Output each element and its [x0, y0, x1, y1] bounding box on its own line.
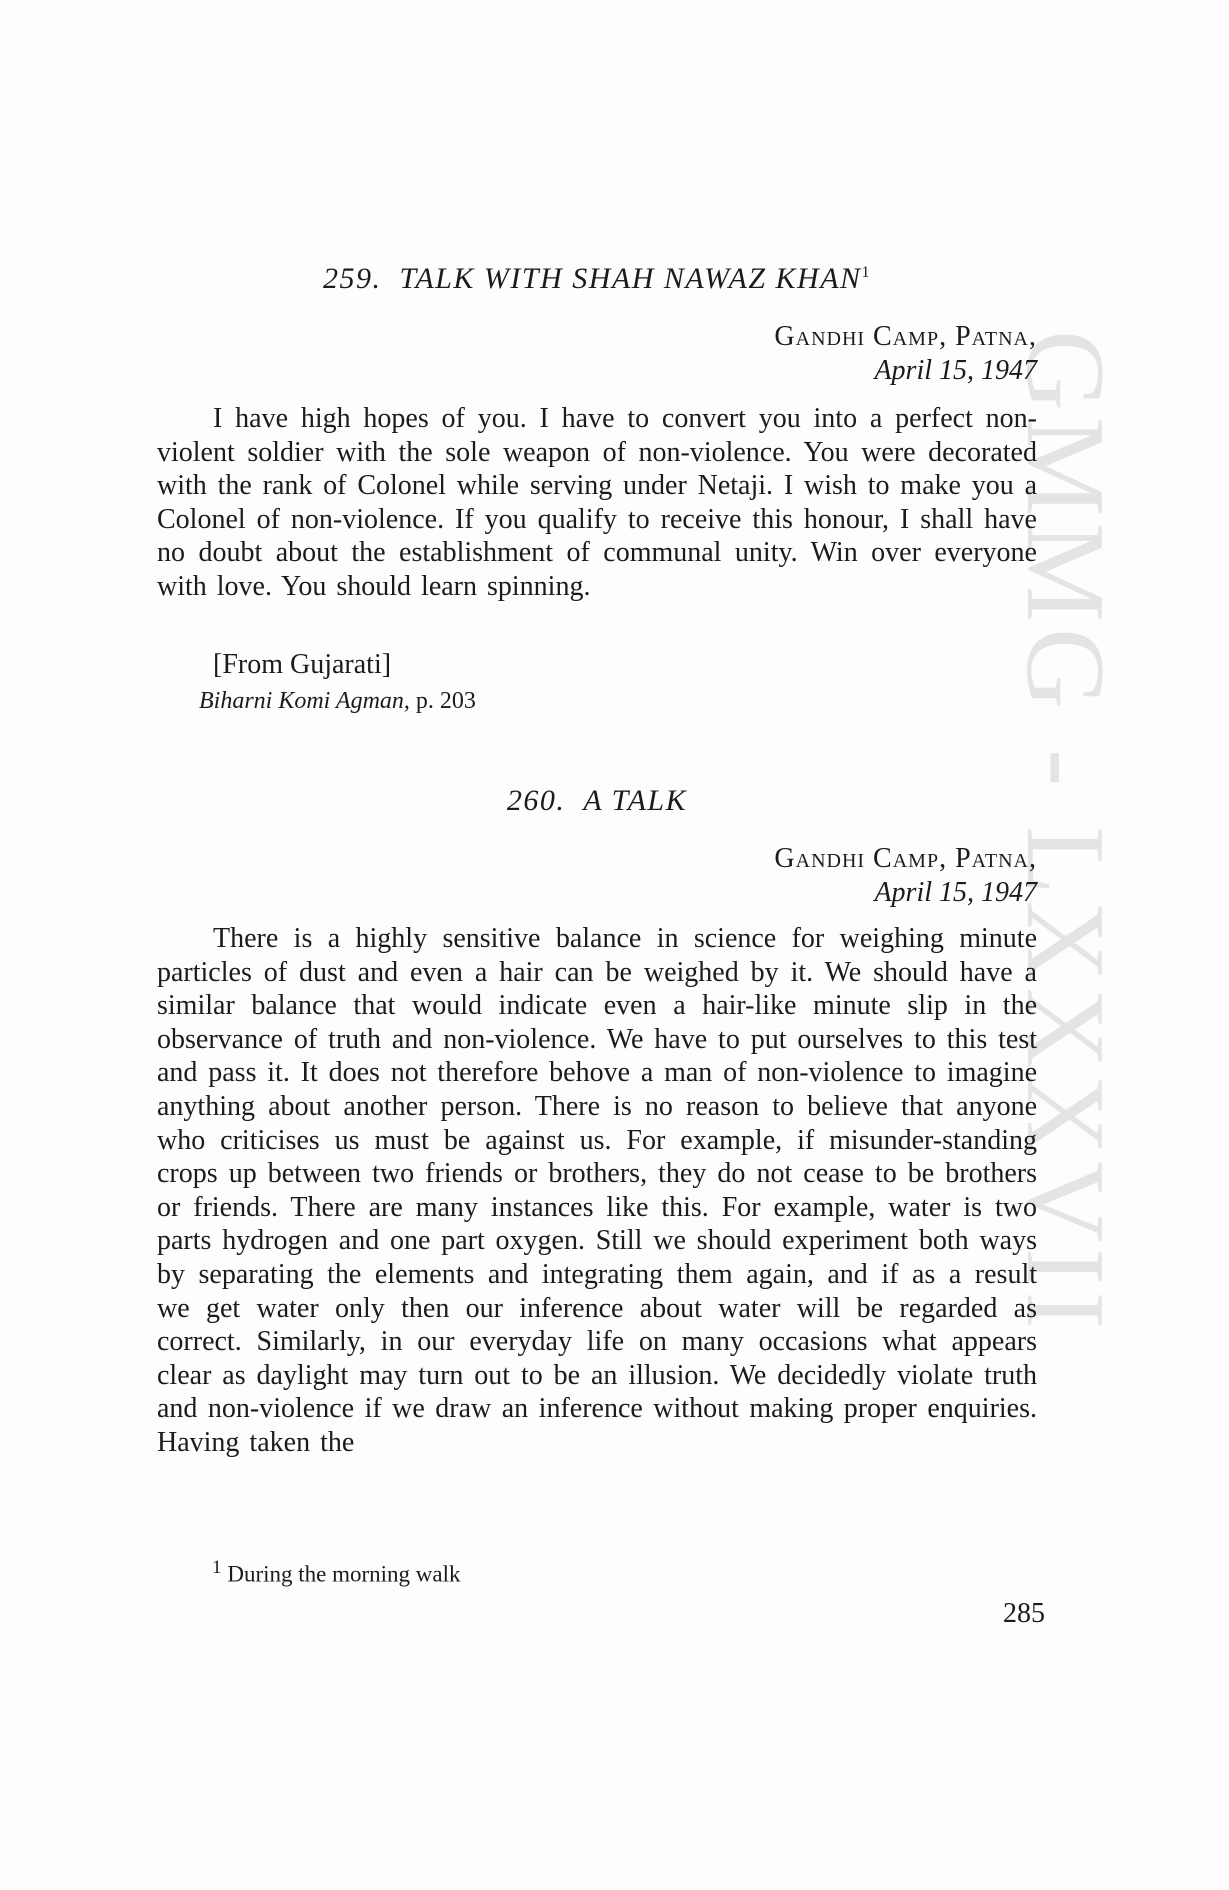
section-title: TALK WITH SHAH NAWAZ KHAN	[399, 262, 862, 295]
section-body	[157, 922, 1037, 1460]
date-line: April 15, 1947	[874, 355, 1037, 386]
body-paragraph: There is a highly sensitive balance in science for weighing minute particles of dust and even a hair can be weighed by it. We should have a similar balance that would indicate even a hair-like minute slip in the observance of truth and non-violence. We have to put ourselves to this test and pass it. It does not therefore behove a man of non-violence to imagine anything about another person. There is no reason to believe that anyone who criticises us must be against us. For example, if misunder-standing crops up between two friends or brothers, they do not cease to be brothers or friends. There are many instances like this. For example, water is two parts hydrogen and one part oxygen. Still we should experiment both ways by separating the elements and integrating them again, and if as a result we get water only then our inference about water will be regarded as correct. Similarly, in our everyday life on many occasions what appears clear as daylight may turn out to be an illusion. We decidedly violate truth and non-violence if we draw an inference without making proper enquiries. Having taken the	[157, 923, 1037, 1458]
source-citation	[199, 686, 1037, 716]
footnote-body: During the morning walk	[227, 1561, 461, 1587]
section-title: A TALK	[583, 784, 688, 817]
language-note: [From Gujarati]	[213, 649, 392, 680]
body-paragraph: I have high hopes of you. I have to convert you into a perfect non-violent soldier with the sole weapon of non-violence. You were decorated with the rank of Colonel while serving under Netaji. I wish to make you a Colonel of non-violence. If you qualify to receive this honour, I shall have no doubt about the establishment of communal unity. Win over everyone with love. You should learn spinning.	[157, 403, 1037, 602]
date-line: April 15, 1947	[874, 877, 1037, 908]
page-number: 285	[1003, 1598, 1045, 1629]
section-heading	[157, 262, 1037, 296]
place-line: Gandhi Camp, Patna,	[774, 321, 1037, 352]
section-259	[157, 262, 1037, 296]
watermark: GMMG - LXXXVII	[1003, 330, 1127, 1335]
dateline	[157, 842, 1037, 910]
dateline	[157, 320, 1037, 388]
place-line: Gandhi Camp, Patna,	[774, 843, 1037, 874]
section-260	[157, 784, 1037, 818]
footnote	[157, 1554, 1037, 1589]
source-block	[157, 648, 1037, 716]
footnote-mark: 1	[861, 264, 872, 281]
footnote-text	[212, 1554, 1037, 1589]
footnote-mark: 1	[212, 1557, 222, 1578]
section-number: 259.	[322, 262, 382, 295]
section-number: 260.	[506, 784, 566, 817]
source-page: p. 203	[409, 688, 476, 714]
section-body	[157, 402, 1037, 604]
source-title: Biharni Komi Agman,	[199, 688, 410, 714]
section-heading	[157, 784, 1037, 818]
